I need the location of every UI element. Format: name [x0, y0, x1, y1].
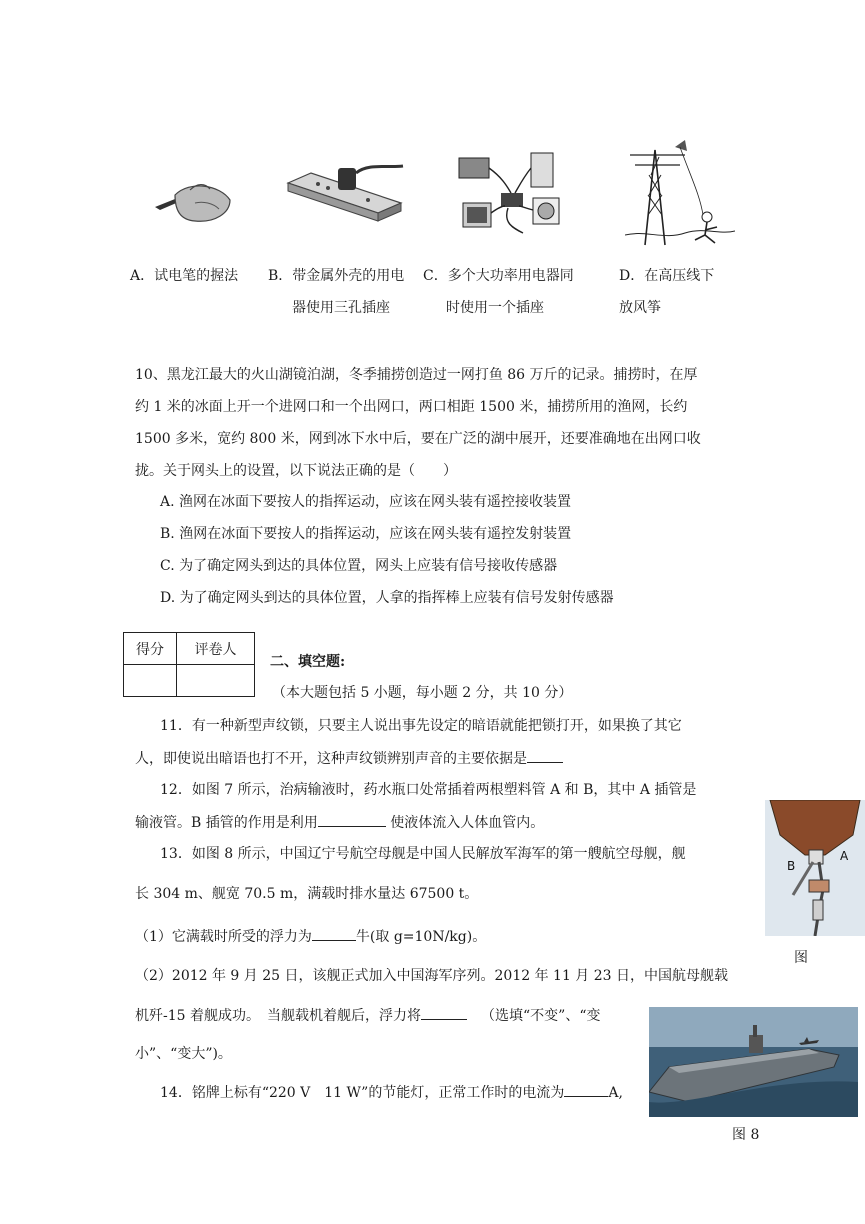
option-a-label: A．试电笔的握法 [130, 268, 239, 284]
q11-blank[interactable] [527, 748, 563, 763]
q13-line-1: 13．如图 8 所示，中国辽宁号航空母舰是中国人民解放军海军的第一艘航空母舰，舰 [160, 846, 686, 862]
q13-line-2: 长 304 m、舰宽 70.5 m，满载时排水量达 67500 t。 [135, 886, 479, 902]
option-c-label-line2: 时使用一个插座 [446, 300, 544, 316]
option-c-image [453, 148, 573, 240]
grader-cell [177, 665, 255, 697]
q10-line-2: 约 1 米的冰面上开一个进网口和一个出网口，两口相距 1500 米，捕捞所用的渔网，长约 [135, 399, 688, 415]
option-d-label-line1: D．在高压线下 [619, 268, 715, 284]
q13-sub2-line-1: （2）2012 年 9 月 25 日，该舰正式加入中国海军序列。2012 年 11 月 23 日，中国航母舰载 [135, 968, 729, 984]
grader-header: 评卷人 [177, 633, 255, 665]
option-b-label-line2: 器使用三孔插座 [292, 300, 390, 316]
q10-line-4: 拢。关于网头上的设置，以下说法正确的是（ ） [135, 463, 457, 479]
q13-sub2-text-b: （选填“不变”、“变 [481, 1008, 601, 1024]
figure-7-label-b: B [787, 859, 796, 873]
score-table [123, 632, 255, 697]
q10-choice-a: A. 渔网在冰面下要按人的指挥运动，应该在网头装有遥控接收装置 [160, 494, 572, 510]
section-2-title: 二、填空题: [270, 654, 346, 670]
q12-line-1: 12．如图 7 所示，治病输液时，药水瓶口处常插着两根塑料管 A 和 B，其中 A 插管是 [160, 782, 697, 798]
q14-line [160, 1082, 623, 1103]
q13-sub2-text-a: 机歼-15 着舰成功。 当舰载机着舰后，浮力将 [135, 1008, 421, 1024]
q11-line-2 [135, 748, 563, 769]
q13-sub1-text-b: 牛(取 g=10N/kg)。 [355, 929, 487, 945]
figure-7-label-a: A [840, 849, 849, 863]
score-header: 得分 [124, 633, 177, 665]
q13-sub1 [135, 926, 486, 947]
q14-blank[interactable] [564, 1082, 608, 1097]
q13-sub2-line-3: 小”、“变大”)。 [135, 1046, 232, 1062]
score-cell [124, 665, 177, 697]
q12-line-2 [135, 812, 544, 833]
q13-sub1-blank[interactable] [312, 926, 356, 941]
q10-line-3: 1500 多米，宽约 800 米，网到冰下水中后，要在广泛的湖中展开，还要准确地在出网口收 [135, 431, 701, 447]
q14-text-a: 14．铭牌上标有“220 V 11 W”的节能灯，正常工作时的电流为 [160, 1085, 565, 1101]
option-d-label-line2: 放风筝 [619, 300, 661, 316]
option-c-label-line1: C．多个大功率用电器同 [423, 268, 574, 284]
q12-blank[interactable] [318, 812, 386, 827]
q14-text-b: A, [608, 1085, 623, 1101]
q10-choice-d: D. 为了确定网头到达的具体位置，人拿的指挥棒上应装有信号发射传感器 [160, 590, 614, 606]
figure-7-caption: 图 [794, 950, 808, 966]
option-b-image [283, 158, 405, 230]
q13-sub2-blank[interactable] [421, 1005, 467, 1020]
q10-choice-b: B. 渔网在冰面下要按人的指挥运动，应该在网头装有遥控发射装置 [160, 526, 572, 542]
option-b-label-line1: B．带金属外壳的用电 [268, 268, 405, 284]
q10-choice-c: C. 为了确定网头到达的具体位置，网头上应装有信号接收传感器 [160, 558, 558, 574]
option-d-image [625, 135, 735, 247]
option-a-image [135, 165, 235, 227]
q13-sub2-line-2 [135, 1005, 600, 1026]
figure-8-image [649, 1007, 858, 1117]
figure-7-image [765, 800, 865, 936]
q10-line-1: 10、黑龙江最大的火山湖镜泊湖，冬季捕捞创造过一网打鱼 86 万斤的记录。捕捞时，在厚 [135, 367, 698, 383]
figure-8-caption: 图 8 [732, 1127, 760, 1143]
q11-line-1: 11．有一种新型声纹锁，只要主人说出事先设定的暗语就能把锁打开，如果换了其它 [160, 718, 682, 734]
q13-sub1-text-a: （1）它满载时所受的浮力为 [135, 929, 312, 945]
section-2-note: （本大题包括 5 小题，每小题 2 分，共 10 分） [272, 685, 573, 701]
q12-text-a: 输液管。B 插管的作用是利用 [135, 815, 318, 831]
q11-text: 人，即使说出暗语也打不开，这种声纹锁辨别声音的主要依据是 [135, 751, 527, 767]
q12-text-b: 使液体流入人体血管内。 [385, 815, 545, 831]
